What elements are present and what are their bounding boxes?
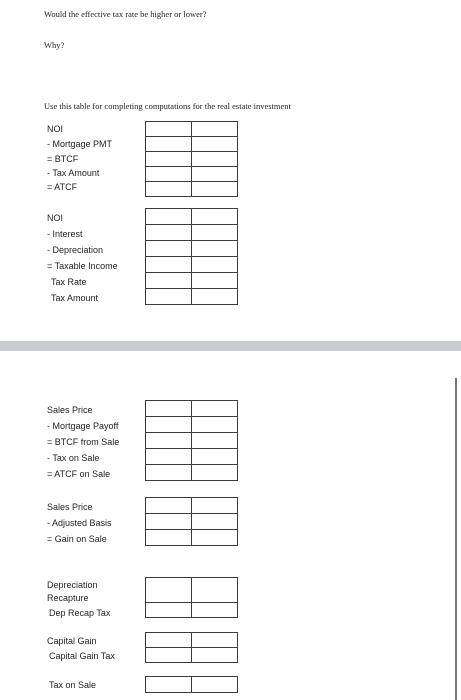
row-label-btcf: = BTCF [47,154,79,164]
cell[interactable] [146,401,192,417]
cell[interactable] [146,633,192,648]
sale-entry-table [145,400,238,481]
cell[interactable] [192,152,238,167]
cell[interactable] [146,241,192,257]
row-label-recapture: Recapture [47,593,89,603]
tax-on-sale-entry-table [145,676,238,693]
cell[interactable] [146,152,192,167]
cell[interactable] [146,514,192,530]
row-label-tax-amount-2: Tax Amount [51,293,99,303]
cell[interactable] [192,603,238,618]
cell[interactable] [192,648,238,663]
cell[interactable] [192,514,238,530]
row-label-depreciation: - Depreciation [47,245,104,255]
cell[interactable] [146,677,192,693]
cell[interactable] [146,449,192,465]
cell[interactable] [192,122,238,137]
cell[interactable] [146,648,192,663]
row-label-atcf: = ATCF [47,182,78,192]
row-label-tax-rate: Tax Rate [51,277,87,287]
cell[interactable] [146,167,192,182]
cell[interactable] [146,417,192,433]
row-label-capital-gain: Capital Gain [47,636,97,646]
cell[interactable] [146,273,192,289]
cell[interactable] [146,578,192,603]
table-instruction: Use this table for completing computations for the real estate investment [44,101,291,111]
cell[interactable] [146,433,192,449]
capital-gain-entry-table [145,632,238,663]
row-label-tax-on-sale: - Tax on Sale [47,453,100,463]
cell[interactable] [192,578,238,603]
recapture-entry-table [145,577,238,618]
taxable-entry-table [145,208,238,305]
row-label-depreciation-2: Depreciation [47,580,98,590]
row-label-capital-gain-tax: Capital Gain Tax [49,651,115,661]
cell[interactable] [146,182,192,197]
cell[interactable] [146,209,192,225]
row-label-mortgage-pmt: - Mortgage PMT [47,139,113,149]
cell[interactable] [146,122,192,137]
row-label-btcf-from-sale: = BTCF from Sale [47,437,120,447]
cell[interactable] [192,209,238,225]
cell[interactable] [192,417,238,433]
row-label-sales-price-2: Sales Price [47,502,93,512]
cell[interactable] [146,289,192,305]
cell[interactable] [192,401,238,417]
cell[interactable] [146,530,192,546]
cell[interactable] [192,225,238,241]
cashflow-entry-table [145,121,238,197]
cell[interactable] [192,273,238,289]
cell[interactable] [192,498,238,514]
cell[interactable] [146,498,192,514]
cell[interactable] [192,465,238,481]
question-effective-tax-rate: Would the effective tax rate be higher or lower? [44,9,207,19]
cell[interactable] [192,633,238,648]
row-label-tax-amount: - Tax Amount [47,168,100,178]
cell[interactable] [146,137,192,152]
cell[interactable] [192,449,238,465]
row-label-atcf-on-sale: = ATCF on Sale [47,469,111,479]
cell[interactable] [192,677,238,693]
gain-entry-table [145,497,238,546]
cell[interactable] [192,182,238,197]
row-label-taxable-income: = Taxable Income [47,261,118,271]
cell[interactable] [146,257,192,273]
row-label-mortgage-payoff: - Mortgage Payoff [47,421,119,431]
row-label-gain-on-sale: = Gain on Sale [47,534,107,544]
row-label-interest: - Interest [47,229,83,239]
scrollbar[interactable] [455,378,457,700]
cell[interactable] [146,225,192,241]
cell[interactable] [192,530,238,546]
row-label-noi-2: NOI [47,213,64,223]
cell[interactable] [146,465,192,481]
cell[interactable] [146,603,192,618]
row-label-adjusted-basis: - Adjusted Basis [47,518,112,528]
row-label-noi: NOI [47,124,64,134]
row-label-sales-price: Sales Price [47,405,93,415]
cell[interactable] [192,137,238,152]
page-divider [0,341,461,351]
cell[interactable] [192,241,238,257]
cell[interactable] [192,433,238,449]
row-label-tax-on-sale-total: Tax on Sale [49,680,97,690]
cell[interactable] [192,167,238,182]
cell[interactable] [192,289,238,305]
cell[interactable] [192,257,238,273]
row-label-dep-recap-tax: Dep Recap Tax [49,608,111,618]
question-why: Why? [44,40,65,50]
